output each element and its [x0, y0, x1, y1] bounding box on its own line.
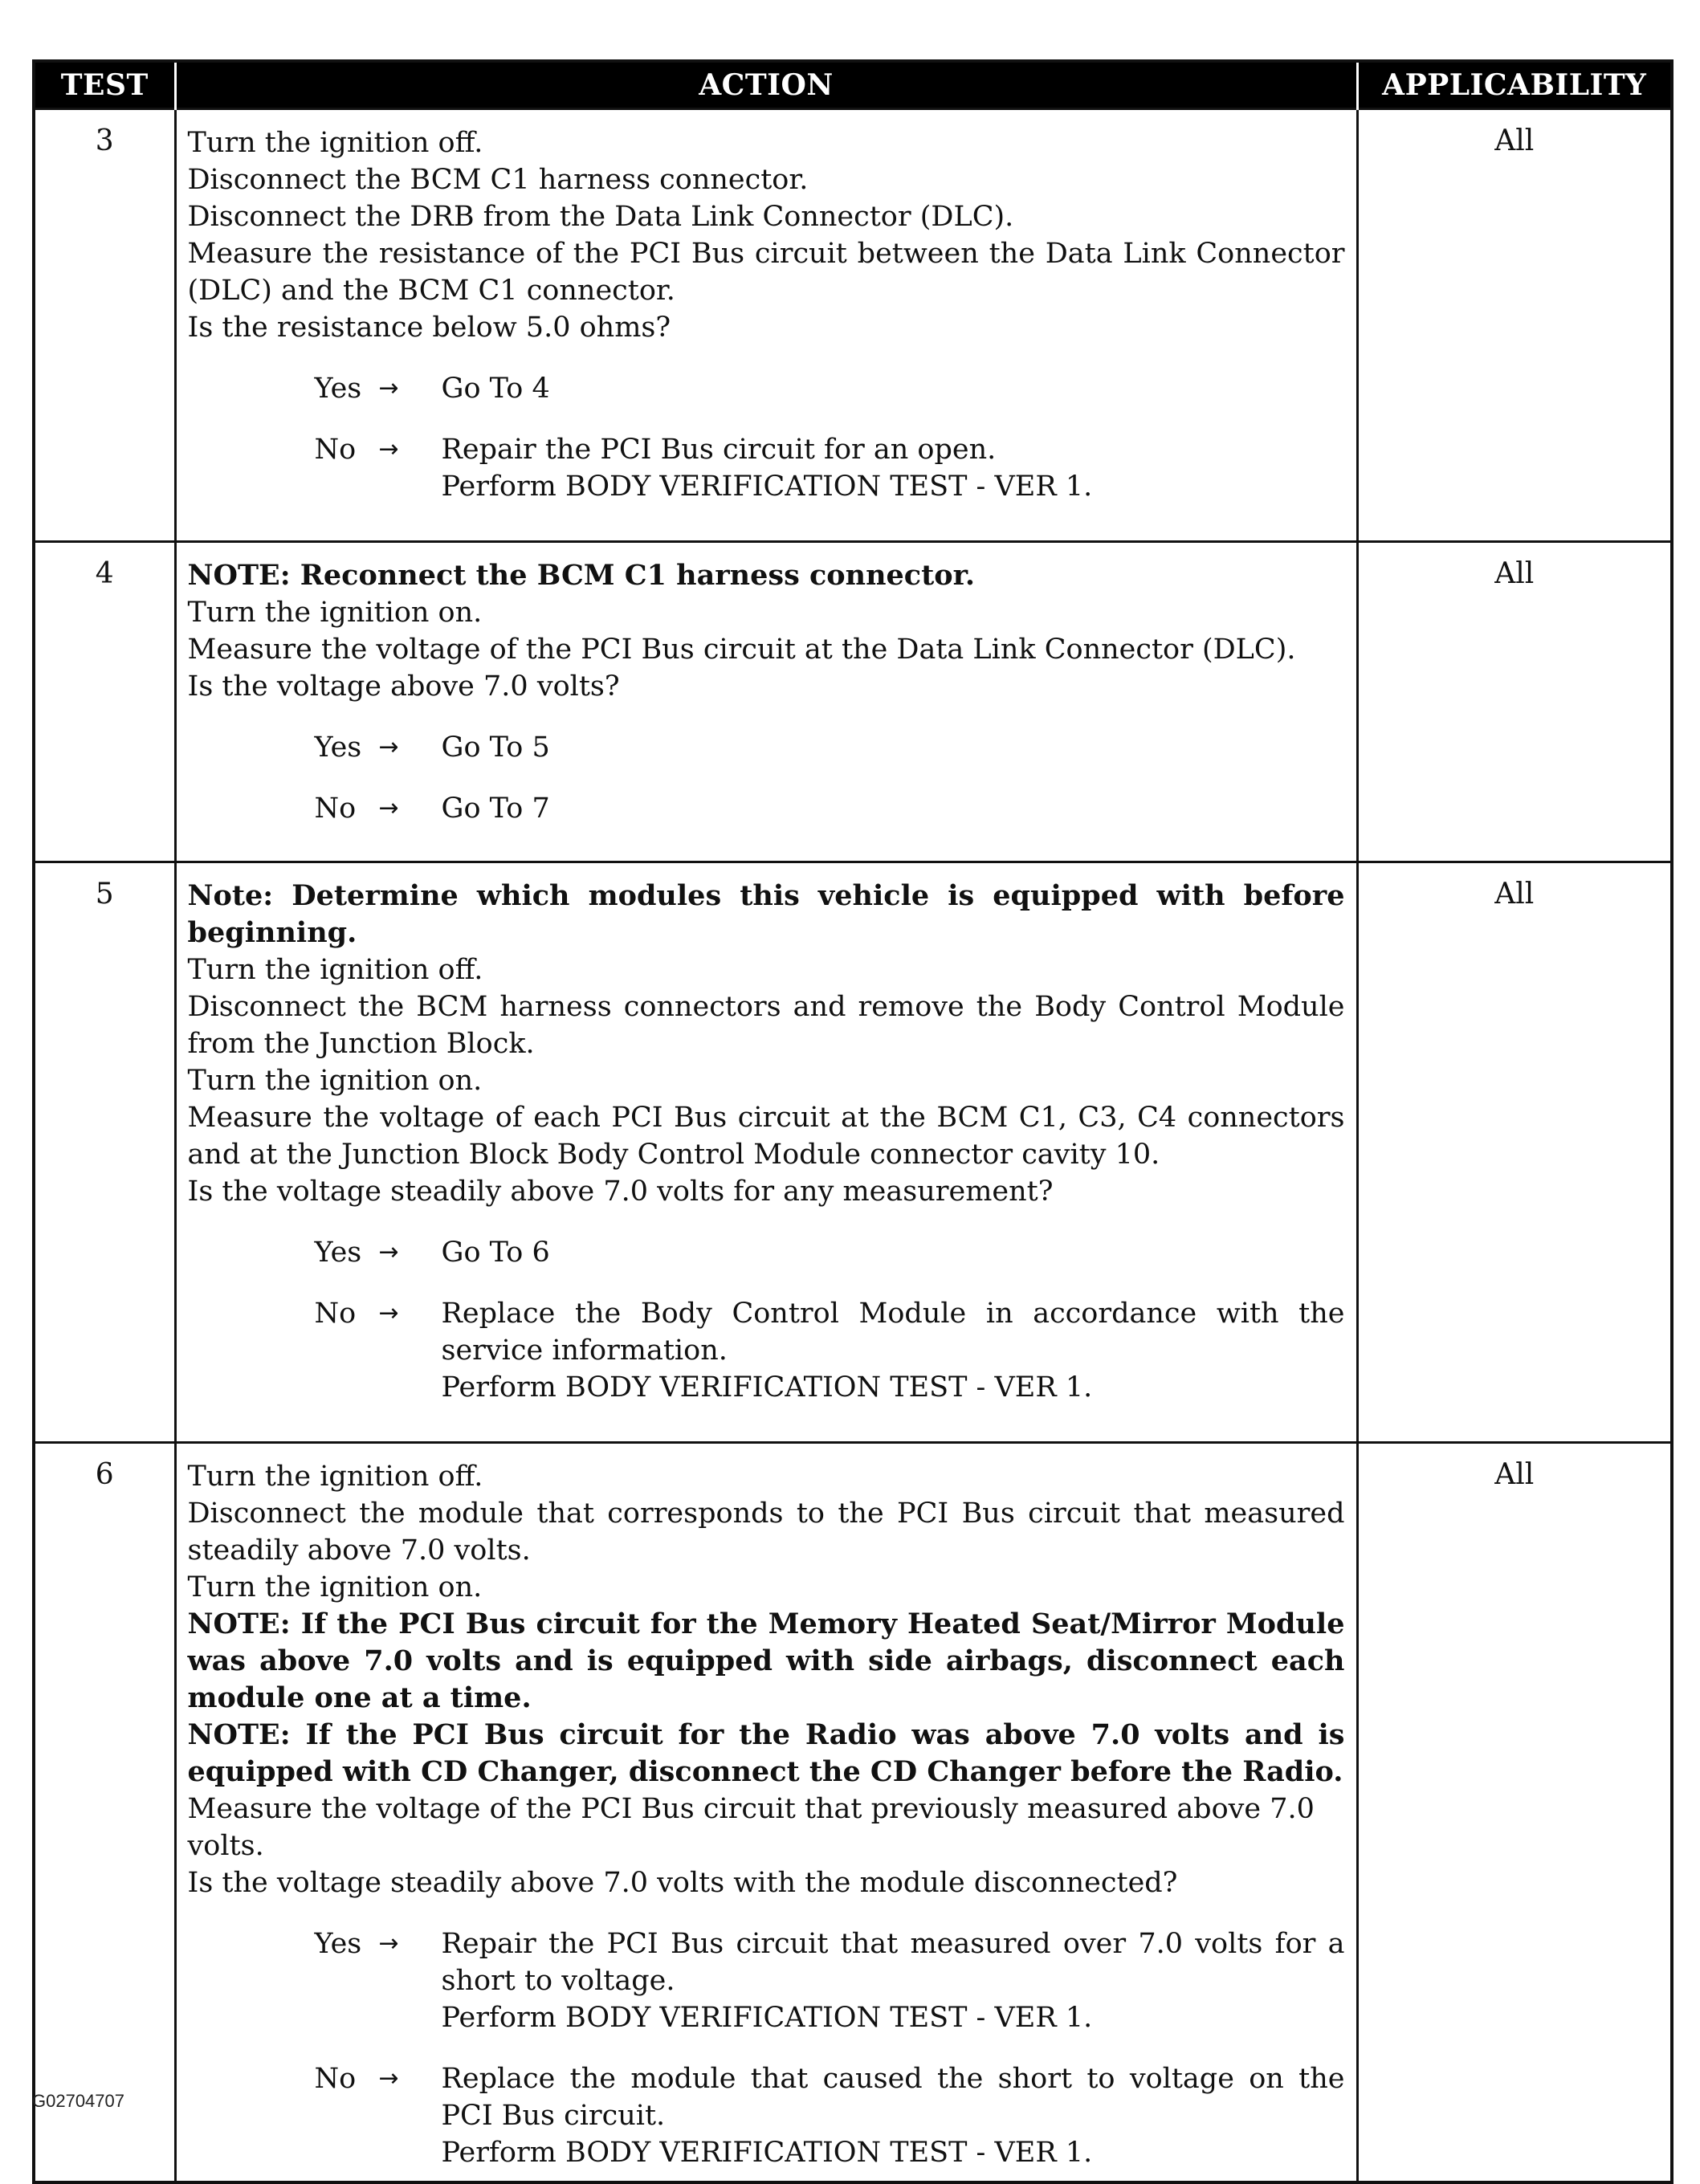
test-number: 6	[34, 1443, 175, 2183]
answer-label: Yes	[314, 1928, 362, 1960]
test-number: 5	[34, 862, 175, 1443]
answer-text	[442, 790, 1345, 827]
diagnostic-test-table	[32, 59, 1674, 2184]
diagnostic-sheet	[32, 59, 1670, 2184]
action-step: Disconnect the BCM C1 harness connector.	[187, 164, 809, 196]
action-step: Turn the ignition on.	[187, 597, 483, 629]
action-question: Is the voltage above 7.0 volts?	[187, 670, 620, 703]
action-note: NOTE: If the PCI Bus circuit for the Radio was above 7.0 volts and is equipped with CD Changer, disconnect the CD Changer before the Radio.	[187, 1718, 1345, 1788]
action-cell	[175, 862, 1357, 1443]
answer-label: No	[314, 434, 357, 466]
arrow-right-icon: →	[378, 435, 399, 463]
action-step: Disconnect the BCM harness connectors and remove the Body Control Module from the Junction Block.	[187, 991, 1345, 1060]
header-test: TEST	[34, 61, 175, 109]
table-header-row	[34, 61, 1672, 109]
action-step: Measure the resistance of the PCI Bus circuit between the Data Link Connector (DLC) and the BCM C1 connector.	[187, 238, 1345, 307]
answer-text	[442, 2060, 1345, 2171]
answer-no	[315, 2060, 1345, 2171]
action-step: Disconnect the DRB from the Data Link Connector (DLC).	[187, 201, 1014, 233]
header-action: ACTION	[175, 61, 1357, 109]
answer-no	[315, 790, 1345, 827]
answer-text	[442, 370, 1345, 407]
arrow-right-icon: →	[378, 733, 399, 761]
table-row-test-4	[34, 542, 1672, 862]
action-question: Is the voltage steadily above 7.0 volts with the module disconnected?	[187, 1867, 1178, 1899]
answer-yes	[315, 370, 1345, 407]
action-step: Turn the ignition off.	[187, 127, 483, 159]
answer-label: No	[314, 1298, 357, 1330]
applicability-value: All	[1357, 1443, 1672, 2183]
arrow-right-icon: →	[378, 374, 399, 402]
answer-line: Repair the PCI Bus circuit for an open.	[441, 434, 997, 466]
answer-no	[315, 431, 1345, 505]
action-question: Is the resistance below 5.0 ohms?	[187, 312, 671, 344]
table-row-test-3	[34, 109, 1672, 542]
answer-no	[315, 1295, 1345, 1406]
answer-text	[442, 1234, 1345, 1271]
answer-yes	[315, 1925, 1345, 2036]
figure-id: G02704707	[32, 2091, 124, 2111]
action-step: Measure the voltage of each PCI Bus circuit at the BCM C1, C3, C4 connectors and at the Junction Block Body Control Module connector cavity 10.	[187, 1102, 1345, 1171]
applicability-value: All	[1357, 109, 1672, 542]
answer-line: Perform BODY VERIFICATION TEST - VER 1.	[441, 471, 1093, 503]
answer-label: Yes	[314, 373, 362, 405]
test-number: 3	[34, 109, 175, 542]
table-row-test-6	[34, 1443, 1672, 2183]
answer-line: Replace the module that caused the short to voltage on the PCI Bus circuit.	[441, 2063, 1345, 2132]
applicability-value: All	[1357, 862, 1672, 1443]
action-step: Measure the voltage of the PCI Bus circuit at the Data Link Connector (DLC).	[187, 634, 1296, 666]
answer-text	[442, 431, 1345, 505]
action-step: Turn the ignition off.	[187, 1461, 483, 1493]
answer-line: Go To 5	[441, 731, 550, 764]
applicability-value: All	[1357, 542, 1672, 862]
test-number: 4	[34, 542, 175, 862]
answer-label: No	[314, 2063, 357, 2095]
answer-line: Go To 7	[441, 793, 550, 825]
table-row-test-5	[34, 862, 1672, 1443]
answer-label: Yes	[314, 731, 362, 764]
action-step: Turn the ignition on.	[187, 1571, 483, 1603]
action-note: NOTE: Reconnect the BCM C1 harness connector.	[187, 559, 976, 592]
arrow-right-icon: →	[378, 1299, 399, 1327]
arrow-right-icon: →	[378, 794, 399, 822]
action-cell	[175, 109, 1357, 542]
action-step: Disconnect the module that corresponds to the PCI Bus circuit that measured steadily above 7.0 volts.	[187, 1497, 1345, 1567]
arrow-right-icon: →	[378, 1929, 399, 1958]
answer-text	[442, 729, 1345, 766]
answer-line: Perform BODY VERIFICATION TEST - VER 1.	[441, 1371, 1093, 1404]
arrow-right-icon: →	[378, 1238, 399, 1266]
action-note: NOTE: If the PCI Bus circuit for the Memory Heated Seat/Mirror Module was above 7.0 volts and is equipped with side airbags, disconnect each module one at a time.	[187, 1607, 1345, 1714]
arrow-right-icon: →	[378, 2064, 399, 2092]
answer-line: Replace the Body Control Module in accordance with the service information.	[441, 1298, 1345, 1367]
action-step: Measure the voltage of the PCI Bus circuit that previously measured above 7.0 volts.	[187, 1793, 1315, 1862]
action-step: Turn the ignition off.	[187, 954, 483, 986]
answer-line: Go To 4	[441, 373, 550, 405]
answer-text	[442, 1295, 1345, 1406]
answer-label: Yes	[314, 1237, 362, 1269]
answer-line: Go To 6	[441, 1237, 550, 1269]
answer-line: Perform BODY VERIFICATION TEST - VER 1.	[441, 2002, 1093, 2034]
answer-line: Repair the PCI Bus circuit that measured over 7.0 volts for a short to voltage.	[441, 1928, 1345, 1997]
answer-label: No	[314, 793, 357, 825]
answer-yes	[315, 1234, 1345, 1271]
answer-line: Perform BODY VERIFICATION TEST - VER 1.	[441, 2137, 1093, 2169]
answer-text	[442, 1925, 1345, 2036]
header-applicability: APPLICABILITY	[1357, 61, 1672, 109]
action-cell	[175, 542, 1357, 862]
action-question: Is the voltage steadily above 7.0 volts for any measurement?	[187, 1176, 1054, 1208]
answer-yes	[315, 729, 1345, 766]
action-note: Note: Determine which modules this vehicle is equipped with before beginning.	[187, 879, 1345, 949]
action-cell	[175, 1443, 1357, 2183]
action-step: Turn the ignition on.	[187, 1065, 483, 1097]
